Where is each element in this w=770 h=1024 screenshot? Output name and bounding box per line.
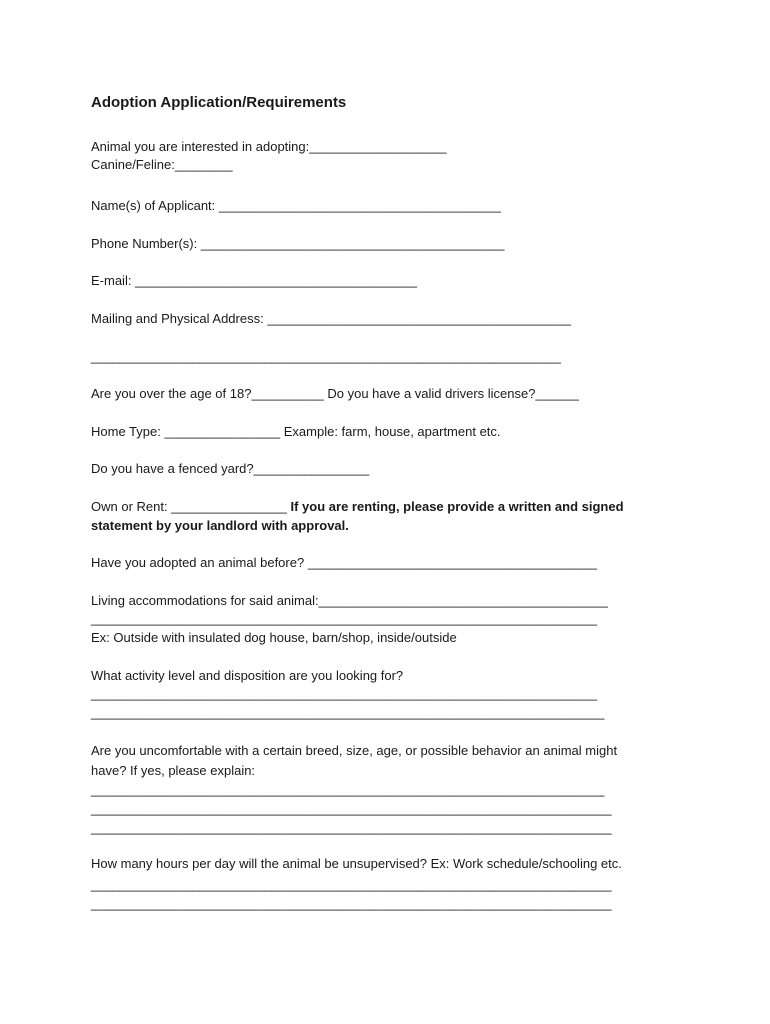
address-continuation-line: _________________________________________________________________ — [91, 349, 561, 364]
adopted-before-line: Have you adopted an animal before? ________________________________________ — [91, 555, 598, 570]
uncomfortable-blank-2: ________________________________________________________________________ — [91, 801, 612, 816]
canine-feline-line: Canine/Feline:________ — [91, 157, 233, 172]
living-accommodations-line: Living accommodations for said animal:________________________________________ — [91, 593, 608, 608]
phone-line: Phone Number(s): __________________________________________ — [91, 236, 505, 251]
animal-interest-line: Animal you are interested in adopting:___________________ — [91, 139, 447, 154]
uncomfortable-blank-1: _______________________________________________________________________ — [91, 782, 605, 797]
renting-notice-1: If you are renting, please provide a written and signed — [290, 499, 624, 514]
own-rent-line — [91, 499, 624, 515]
living-example-line: Ex: Outside with insulated dog house, barn/shop, inside/outside — [91, 630, 457, 645]
applicant-name-line: Name(s) of Applicant: _______________________________________ — [91, 198, 501, 213]
hours-blank-2: ________________________________________________________________________ — [91, 896, 612, 911]
activity-blank-2: _______________________________________________________________________ — [91, 705, 605, 720]
uncomfortable-blank-3: ________________________________________________________________________ — [91, 820, 612, 835]
activity-blank-1: ______________________________________________________________________ — [91, 686, 598, 701]
hours-unsupervised-line: How many hours per day will the animal be unsupervised? Ex: Work schedule/schooling etc. — [91, 856, 622, 871]
uncomfortable-line-1: Are you uncomfortable with a certain breed, size, age, or possible behavior an animal might — [91, 743, 618, 758]
own-rent-label: Own or Rent: ________________ — [91, 499, 291, 514]
address-line: Mailing and Physical Address: __________________________________________ — [91, 311, 571, 326]
email-line: E-mail: _______________________________________ — [91, 273, 418, 288]
hours-blank-1: ________________________________________________________________________ — [91, 877, 612, 892]
fenced-yard-line: Do you have a fenced yard?________________ — [91, 461, 370, 476]
renting-notice-2: statement by your landlord with approval. — [91, 518, 349, 533]
uncomfortable-line-2: have? If yes, please explain: — [91, 763, 256, 778]
living-blank-line: ______________________________________________________________________ — [91, 611, 598, 626]
home-type-line: Home Type: ________________ Example: farm, house, apartment etc. — [91, 424, 501, 439]
age-license-line: Are you over the age of 18?__________ Do you have a valid drivers license?______ — [91, 386, 579, 401]
page-title: Adoption Application/Requirements — [91, 94, 347, 111]
activity-level-line: What activity level and disposition are you looking for? — [91, 668, 404, 683]
